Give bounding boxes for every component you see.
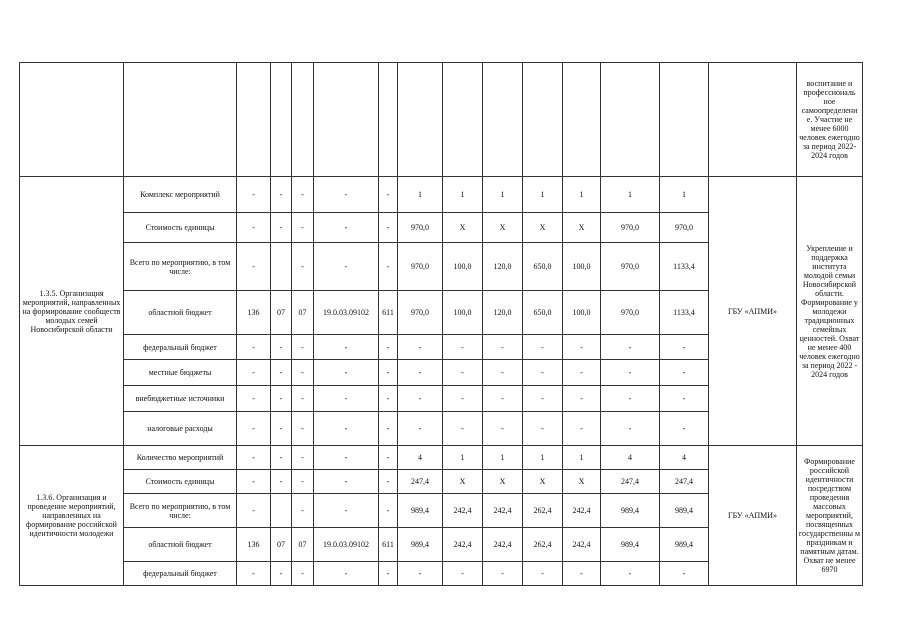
table-cell (237, 63, 271, 177)
value-cell: - (379, 494, 398, 528)
value-cell: - (398, 360, 443, 386)
indicator-label: Всего по мероприятию, в том числе: (124, 243, 237, 291)
value-cell: 1 (523, 177, 563, 213)
indicator-label: местные бюджеты (124, 360, 237, 386)
value-cell: 989,4 (398, 494, 443, 528)
value-cell: 1 (563, 446, 601, 470)
value-cell: - (271, 470, 292, 494)
value-cell: - (292, 213, 314, 243)
value-cell: 262,4 (523, 528, 563, 562)
table-cell (124, 63, 237, 177)
value-cell: 4 (398, 446, 443, 470)
activity-name: 1.3.5. Организация мероприятий, направленных на формирование сообществ молодых семей Новосибирской области (20, 177, 124, 446)
indicator-label: Всего по мероприятию, в том числе: (124, 494, 237, 528)
value-cell: - (398, 562, 443, 586)
value-cell: 242,4 (483, 494, 523, 528)
value-cell: 100,0 (443, 243, 483, 291)
value-cell: - (660, 386, 709, 412)
value-cell: - (398, 335, 443, 360)
value-cell: - (271, 213, 292, 243)
value-cell: 970,0 (601, 291, 660, 335)
value-cell: - (379, 446, 398, 470)
value-cell: - (292, 386, 314, 412)
value-cell: - (660, 412, 709, 446)
value-cell: - (314, 470, 379, 494)
value-cell: - (563, 562, 601, 586)
value-cell: 1 (443, 446, 483, 470)
indicator-label: Количество мероприятий (124, 446, 237, 470)
value-cell: - (443, 335, 483, 360)
value-cell: 989,4 (660, 494, 709, 528)
value-cell: 1133,4 (660, 291, 709, 335)
value-cell: - (314, 494, 379, 528)
value-cell: - (379, 243, 398, 291)
value-cell: - (271, 562, 292, 586)
expected-result-continued: воспитание и профессиональ ное самоопределени е. Участие не менее 6000 человек ежегодно за период 2022-2024 годов (797, 63, 863, 177)
value-cell: - (379, 213, 398, 243)
value-cell: 611 (379, 291, 398, 335)
value-cell (271, 243, 292, 291)
indicator-label: федеральный бюджет (124, 335, 237, 360)
indicator-label: Стоимость единицы (124, 470, 237, 494)
value-cell: 1133,4 (660, 243, 709, 291)
table-cell (601, 63, 660, 177)
value-cell: X (483, 213, 523, 243)
value-cell: 650,0 (523, 291, 563, 335)
value-cell: - (379, 562, 398, 586)
value-cell: 07 (271, 291, 292, 335)
value-cell: 242,4 (443, 494, 483, 528)
value-cell: 989,4 (660, 528, 709, 562)
value-cell: 136 (237, 528, 271, 562)
table-cell (271, 63, 292, 177)
value-cell: - (314, 446, 379, 470)
value-cell: - (601, 412, 660, 446)
value-cell: X (483, 470, 523, 494)
value-cell: 1 (483, 177, 523, 213)
value-cell: - (523, 562, 563, 586)
table-cell (443, 63, 483, 177)
value-cell: - (443, 386, 483, 412)
table-cell (563, 63, 601, 177)
indicator-label: Стоимость единицы (124, 213, 237, 243)
expected-result: Формирование российской идентичности посредством проведения массовых мероприятий, посвященных государственны м праздникам и памятным датам. Охват не менее 6970 (797, 446, 863, 586)
value-cell: - (314, 386, 379, 412)
value-cell: 1 (483, 446, 523, 470)
table-cell (398, 63, 443, 177)
expected-result: Укрепление и поддержка института молодой семьи Новосибирской области. Формирование у молодежи традиционных семейных ценностей. Охват не менее 400 человек ежегодно за период 2022 - 2024 годов (797, 177, 863, 446)
value-cell: 247,4 (398, 470, 443, 494)
table-cell (709, 63, 797, 177)
value-cell: - (237, 412, 271, 446)
value-cell: - (379, 412, 398, 446)
value-cell: X (563, 213, 601, 243)
value-cell: - (601, 562, 660, 586)
value-cell: 970,0 (601, 243, 660, 291)
value-cell: - (271, 360, 292, 386)
value-cell: - (443, 360, 483, 386)
activity-name: 1.3.6. Организация и проведение мероприятий, направленных на формирование российской идентичности молодежи (20, 446, 124, 586)
value-cell: - (660, 360, 709, 386)
value-cell: - (237, 562, 271, 586)
value-cell: 1 (398, 177, 443, 213)
table-cell (483, 63, 523, 177)
value-cell: - (314, 412, 379, 446)
table-cell (20, 63, 124, 177)
value-cell: 989,4 (601, 494, 660, 528)
value-cell: 19.0.03.09102 (314, 528, 379, 562)
value-cell: - (523, 386, 563, 412)
value-cell: - (292, 562, 314, 586)
value-cell: 970,0 (398, 213, 443, 243)
value-cell: 247,4 (660, 470, 709, 494)
value-cell: 4 (601, 446, 660, 470)
indicator-label: федеральный бюджет (124, 562, 237, 586)
value-cell: - (398, 386, 443, 412)
value-cell: - (660, 335, 709, 360)
table-cell (379, 63, 398, 177)
indicator-label: внебюджетные источники (124, 386, 237, 412)
value-cell: 4 (660, 446, 709, 470)
value-cell: X (523, 213, 563, 243)
value-cell: 1 (660, 177, 709, 213)
value-cell: 1 (563, 177, 601, 213)
value-cell: - (292, 360, 314, 386)
value-cell: 989,4 (398, 528, 443, 562)
value-cell: 242,4 (483, 528, 523, 562)
value-cell: - (314, 360, 379, 386)
value-cell: - (483, 360, 523, 386)
value-cell: - (483, 386, 523, 412)
value-cell: - (271, 412, 292, 446)
value-cell: X (443, 213, 483, 243)
value-cell: 100,0 (563, 291, 601, 335)
value-cell: X (523, 470, 563, 494)
value-cell: - (292, 446, 314, 470)
value-cell: - (271, 335, 292, 360)
value-cell: 970,0 (398, 291, 443, 335)
value-cell: - (379, 177, 398, 213)
value-cell: 120,0 (483, 291, 523, 335)
table-body (20, 63, 863, 586)
value-cell: 262,4 (523, 494, 563, 528)
value-cell: - (379, 335, 398, 360)
value-cell: - (237, 446, 271, 470)
value-cell: 07 (292, 291, 314, 335)
program-activities-table (19, 62, 863, 586)
indicator-label: областной бюджет (124, 291, 237, 335)
value-cell: - (314, 243, 379, 291)
value-cell: 136 (237, 291, 271, 335)
value-cell: 07 (271, 528, 292, 562)
value-cell: - (237, 360, 271, 386)
table-cell (292, 63, 314, 177)
value-cell: 1 (443, 177, 483, 213)
value-cell: 19.0.03.09102 (314, 291, 379, 335)
value-cell: - (601, 360, 660, 386)
value-cell: - (237, 494, 271, 528)
value-cell: - (314, 335, 379, 360)
value-cell: 970,0 (660, 213, 709, 243)
value-cell: 989,4 (601, 528, 660, 562)
value-cell: - (523, 412, 563, 446)
value-cell: - (443, 412, 483, 446)
table-cell (523, 63, 563, 177)
value-cell (271, 494, 292, 528)
indicator-label: налоговые расходы (124, 412, 237, 446)
value-cell: 970,0 (398, 243, 443, 291)
value-cell: - (483, 562, 523, 586)
value-cell: - (523, 335, 563, 360)
value-cell: 242,4 (563, 528, 601, 562)
value-cell: 100,0 (563, 243, 601, 291)
value-cell: 611 (379, 528, 398, 562)
value-cell: 650,0 (523, 243, 563, 291)
value-cell: - (237, 177, 271, 213)
value-cell: - (237, 335, 271, 360)
executor: ГБУ «АПМИ» (709, 177, 797, 446)
value-cell: - (398, 412, 443, 446)
indicator-label: областной бюджет (124, 528, 237, 562)
value-cell: X (563, 470, 601, 494)
table-row-continued (20, 63, 863, 177)
value-cell: 1 (523, 446, 563, 470)
value-cell: - (563, 360, 601, 386)
value-cell: 242,4 (443, 528, 483, 562)
value-cell: X (443, 470, 483, 494)
indicator-label: Комплекс мероприятий (124, 177, 237, 213)
table-cell (314, 63, 379, 177)
value-cell: - (292, 335, 314, 360)
value-cell: - (563, 412, 601, 446)
value-cell: - (292, 177, 314, 213)
value-cell: 100,0 (443, 291, 483, 335)
value-cell: - (292, 243, 314, 291)
value-cell: - (271, 177, 292, 213)
value-cell: 247,4 (601, 470, 660, 494)
value-cell: - (563, 386, 601, 412)
value-cell: - (601, 386, 660, 412)
value-cell: - (271, 386, 292, 412)
value-cell: 1 (601, 177, 660, 213)
value-cell: - (563, 335, 601, 360)
value-cell: 07 (292, 528, 314, 562)
value-cell: - (271, 446, 292, 470)
value-cell: 242,4 (563, 494, 601, 528)
value-cell: - (483, 335, 523, 360)
value-cell: - (237, 470, 271, 494)
table-row (20, 446, 863, 470)
value-cell: - (237, 386, 271, 412)
value-cell: 970,0 (601, 213, 660, 243)
value-cell: - (292, 412, 314, 446)
value-cell: - (379, 470, 398, 494)
value-cell: - (314, 562, 379, 586)
value-cell: - (443, 562, 483, 586)
value-cell: - (292, 494, 314, 528)
value-cell: - (523, 360, 563, 386)
value-cell: - (314, 177, 379, 213)
value-cell: - (314, 213, 379, 243)
table-cell (660, 63, 709, 177)
table-row (20, 177, 863, 213)
value-cell: - (601, 335, 660, 360)
value-cell: - (237, 243, 271, 291)
value-cell: - (660, 562, 709, 586)
executor: ГБУ «АПМИ» (709, 446, 797, 586)
value-cell: 120,0 (483, 243, 523, 291)
value-cell: - (379, 360, 398, 386)
value-cell: - (379, 386, 398, 412)
value-cell: - (483, 412, 523, 446)
value-cell: - (237, 213, 271, 243)
value-cell: - (292, 470, 314, 494)
